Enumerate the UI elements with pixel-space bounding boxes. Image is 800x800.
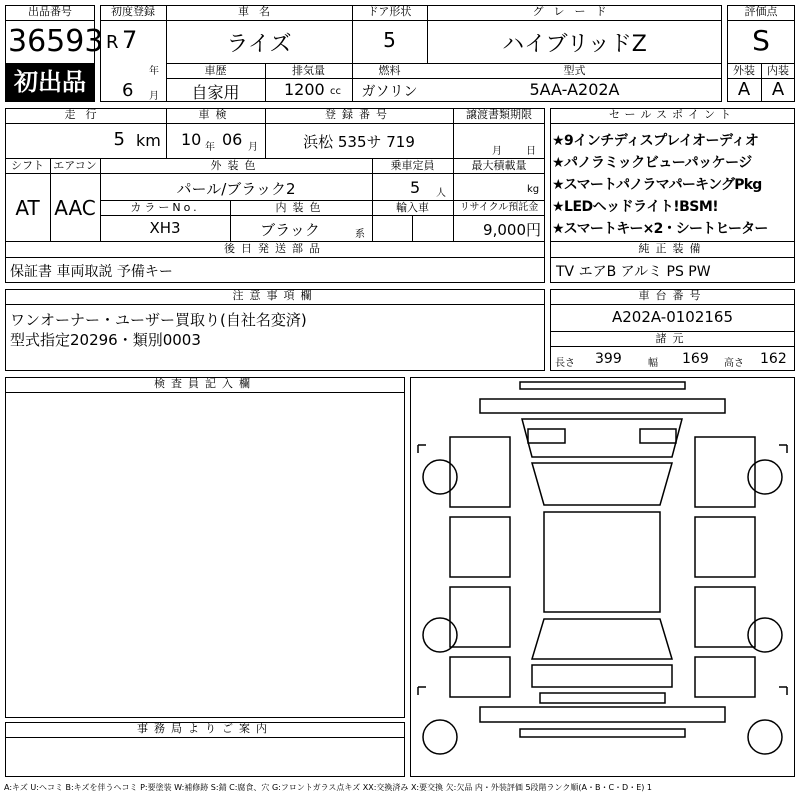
int-color: ブラック [260,221,320,239]
interior-grade: A [771,79,785,100]
equipment-label: 純正装備 [638,242,707,255]
color-no-label: カラーNo. [130,201,200,214]
capacity-unit: 人 [436,188,446,199]
shift-label: シフト [11,159,44,172]
history: 自家用 [191,83,240,102]
color-label: 外装色 [210,159,262,172]
capacity: 5 [410,178,421,197]
int-color-unit: 系 [355,229,365,240]
lot-label: 出品番号 [28,5,72,18]
transfer-month: 月 [492,146,502,157]
color-no: XH3 [149,219,181,237]
doors: 5 [383,28,396,52]
era: R [106,32,119,53]
history-label: 車歴 [204,64,227,77]
fuel: ガソリン [361,84,418,100]
insp-month: 06 [222,130,243,149]
fuel-label: 燃料 [378,64,401,77]
month-unit: 月 [149,91,159,102]
lot-number: 36593 [8,24,104,59]
displacement-label: 排気量 [292,64,325,77]
reg-year: 7 [122,26,138,54]
grade-label: グレード [532,5,617,18]
load-unit: kg [527,184,540,195]
model: 5AA-A202A [529,80,620,99]
equipment: TV エアB アルミ PS PW [556,264,711,280]
office-label: 事務局よりご案内 [137,722,273,735]
ac: AAC [54,196,96,220]
score-label: 評価点 [744,5,778,18]
sales-points-label: セールスポイント [608,108,736,121]
later-parts: 保証書 車両取説 予備キー [10,264,173,280]
mileage: 5 [113,129,125,150]
color: パール/ブラック2 [176,180,296,198]
displacement: 1200 [284,80,325,99]
year-unit: 年 [149,66,159,77]
insp-year: 10 [181,130,202,149]
width-label: 幅 [648,358,658,369]
grade: ハイブリッドZ [502,32,647,57]
exterior-label: 外装 [733,64,755,77]
plate: 浜松 535サ 719 [303,133,415,151]
notes-line: ワンオーナー・ユーザー買取り(自社名変済) [10,311,307,329]
later-parts-label: 後日発送部品 [224,242,326,255]
spec-label: 諸元 [655,332,690,345]
load-label: 最大積載量 [471,159,527,172]
legend: A:キズ U:ヘコミ B:キズを伴うヘコミ P:要塗装 W:補修跡 S:錆 C:腐食、穴 G:フロントガラス点キズ XX:交換済み X:要交換 欠:欠品 内・外装評価 5段階ランク順(A・B・C・D・E) 1 [4,783,653,792]
insp-year-unit: 年 [205,142,215,153]
inspection-label: 車検 [198,108,233,121]
height-label: 高さ [724,358,744,369]
mileage-label: 走行 [64,108,107,121]
import-label: 輸入車 [396,201,429,214]
car-name: ライズ [226,32,292,57]
plate-label: 登録番号 [325,108,393,121]
width: 169 [682,351,709,367]
transfer-day: 日 [526,146,536,157]
sales-point: ★パノラミックビューパッケージ [552,155,752,171]
insp-month-unit: 月 [248,142,258,153]
sales-point: ★9インチディスプレイオーディオ [552,133,759,149]
inspector-label: 検査員記入欄 [154,377,256,390]
inspector-box [5,377,405,718]
recycle-label: リサイクル預託金 [459,202,539,213]
recycle-fee: 9,000円 [483,221,541,239]
notes-label: 注意事項欄 [232,289,318,302]
length: 399 [595,351,622,367]
ac-label: エアコン [53,159,97,172]
height: 162 [760,351,787,367]
chassis-number: A202A-0102165 [611,308,734,326]
length-label: 長さ [555,358,575,369]
model-label: 型式 [563,64,586,77]
int-color-label: 内装色 [275,201,327,214]
transfer-label: 譲渡書類期限 [466,108,532,121]
car-name-label: 車名 [238,5,280,18]
sales-point: ★LEDヘッドライト!BSM! [552,199,719,215]
shift: AT [15,196,40,220]
reg-month: 6 [122,80,134,101]
car-diagram [410,377,795,777]
sales-point: ★スマートキー×2・シートヒーター [552,221,768,237]
exterior-grade: A [737,79,751,100]
notes-line: 型式指定20296・類別0003 [10,331,201,349]
interior-label: 内装 [767,64,789,77]
score: S [752,24,770,57]
first-listing-badge: 初出品 [6,64,94,101]
cc-unit: cc [330,86,341,97]
sales-point: ★スマートパノラマパーキングPkg [552,177,762,193]
capacity-label: 乗車定員 [390,159,435,172]
chassis-label: 車台番号 [638,289,707,302]
km-unit: km [136,131,161,150]
first-reg-label: 初度登録 [111,5,155,18]
door-label: ドア形状 [367,5,412,18]
